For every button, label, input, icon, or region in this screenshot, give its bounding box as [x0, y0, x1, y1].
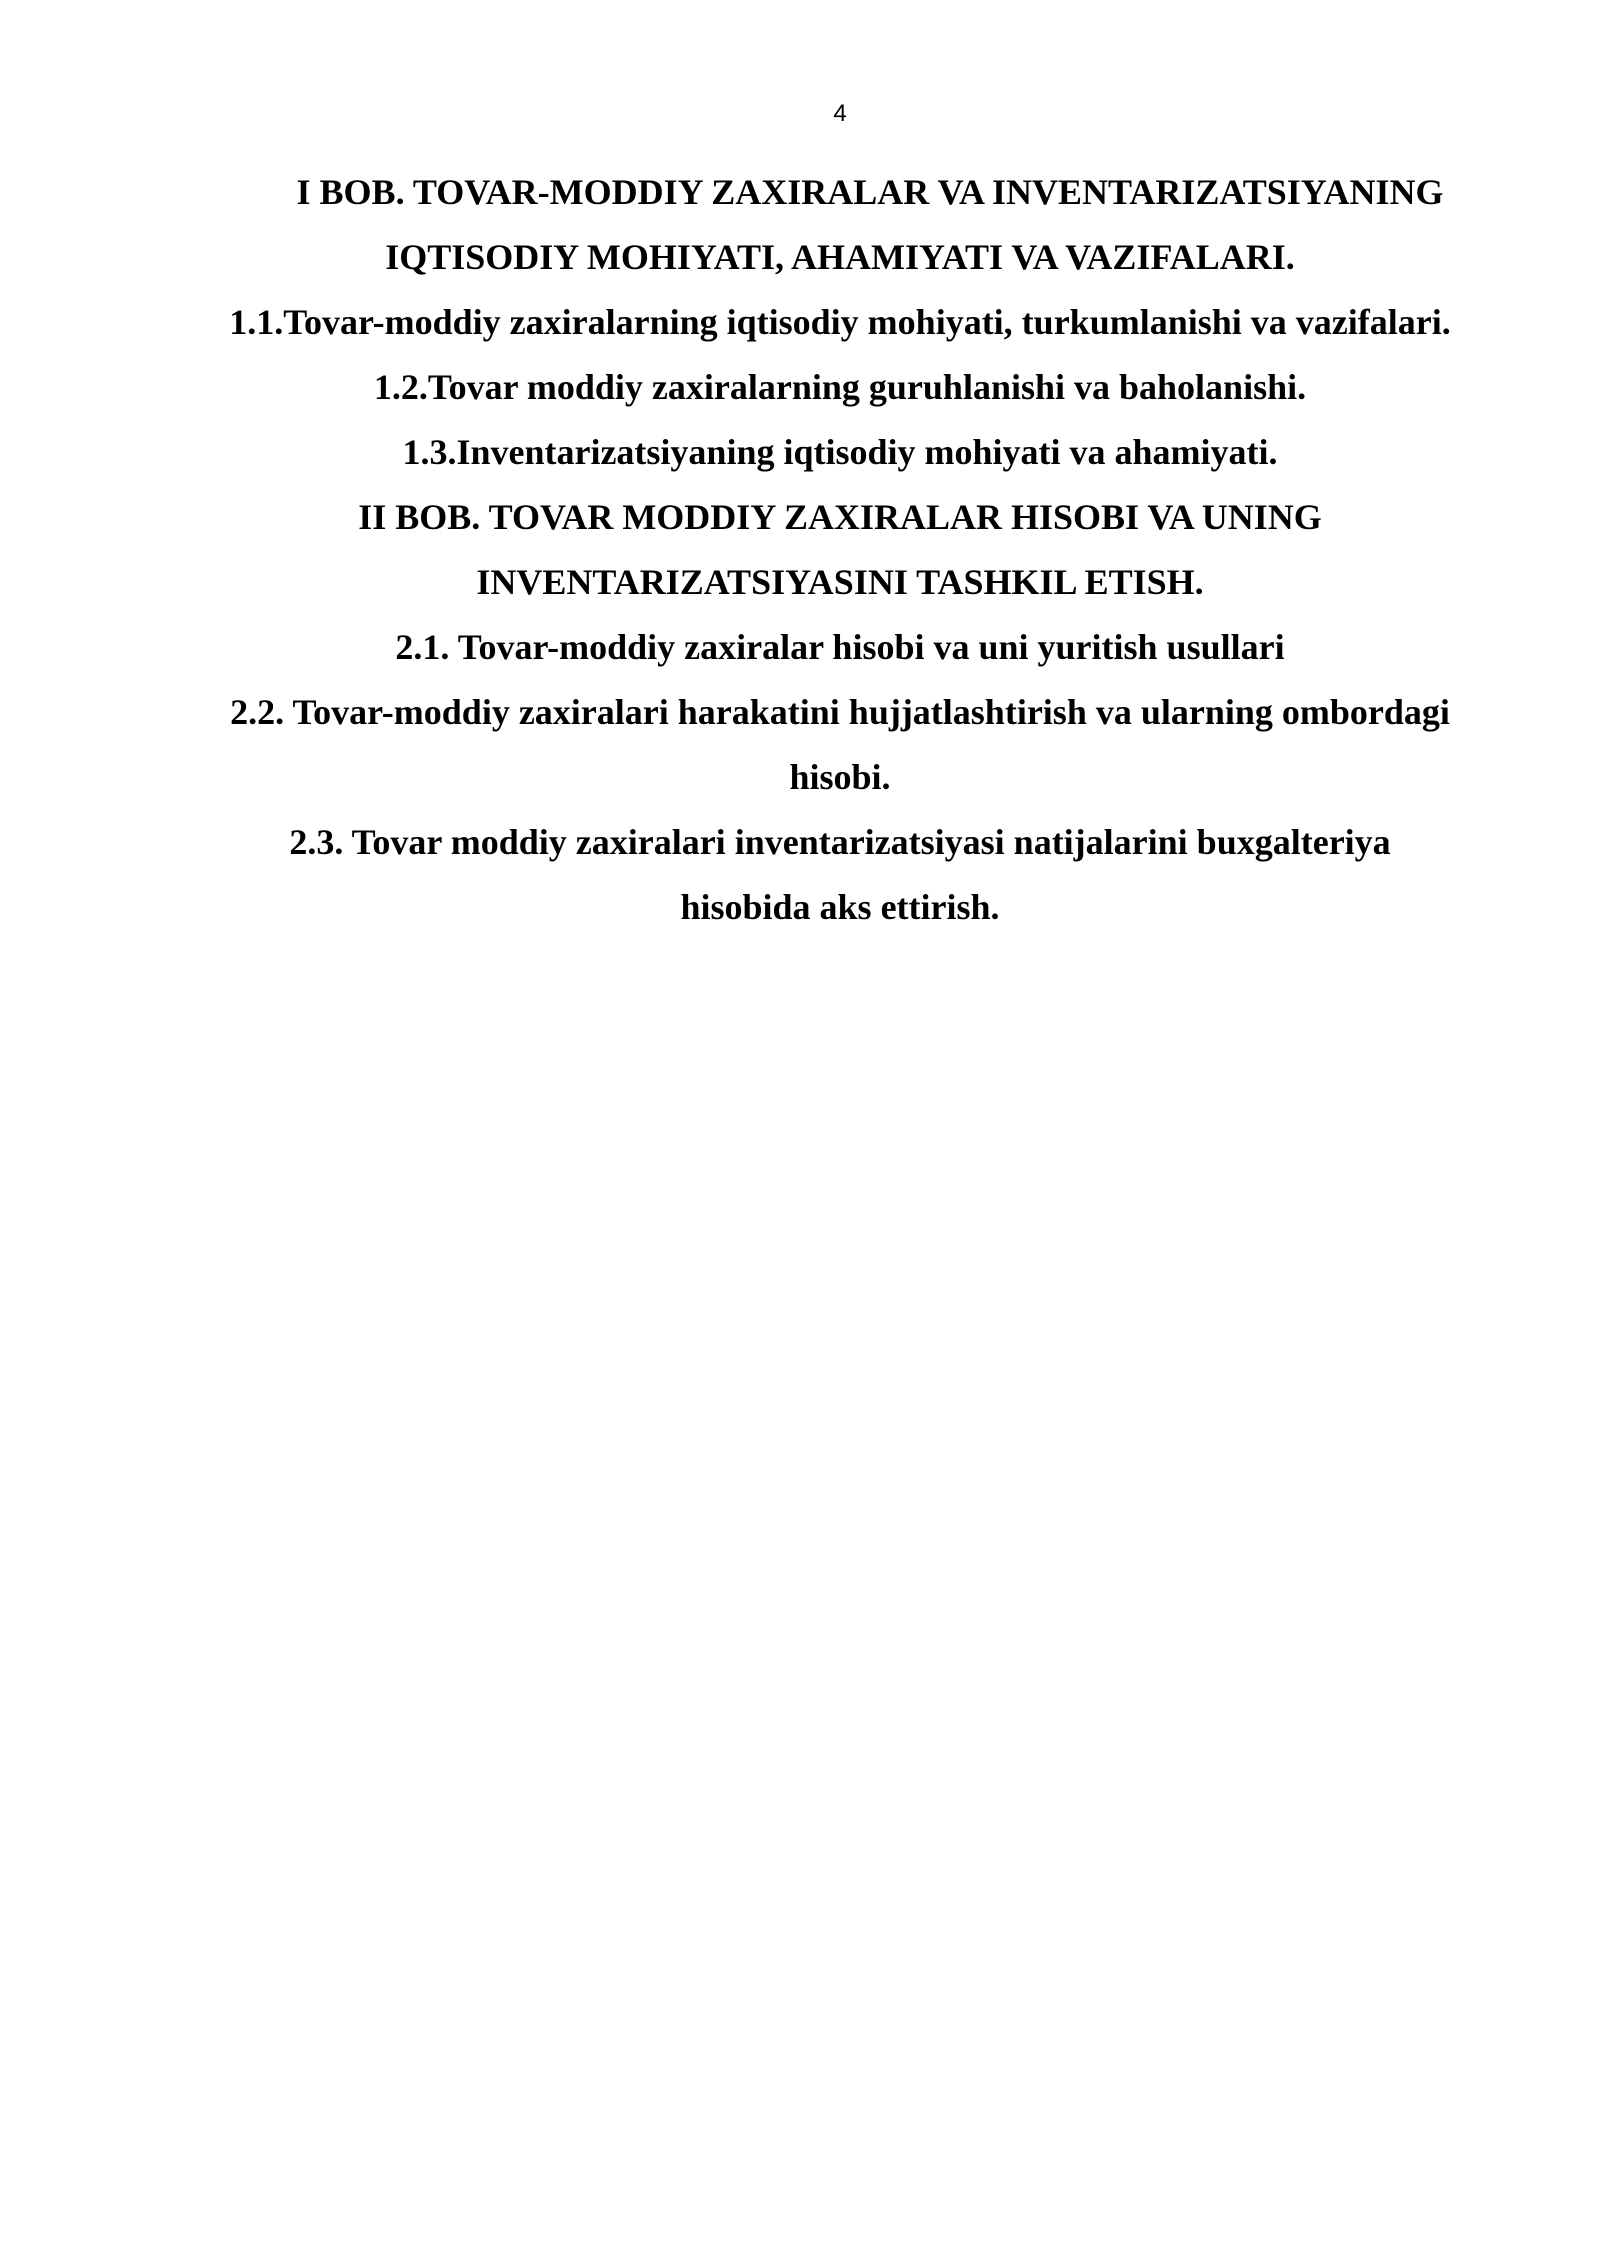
chapter-1-heading: I BOB. TOVAR-MODDIY ZAXIRALAR VA INVENTARIZATSIYANING IQTISODIY MOHIYATI, AHAMIYATI VA VAZIFALARI.	[296, 172, 1444, 277]
section-2-2: 2.2. Tovar-moddiy zaxiralari harakatini hujjatlashtirish va ularning ombordagi hisobi.	[230, 692, 1450, 797]
section-2-1: 2.1. Tovar-moddiy zaxiralar hisobi va uni yuritish usullari	[395, 627, 1285, 667]
chapter-2-heading: II BOB. TOVAR MODDIY ZAXIRALAR HISOBI VA UNING INVENTARIZATSIYASINI TASHKIL ETISH.	[358, 497, 1322, 602]
table-of-contents	[220, 160, 1460, 940]
page-number: 4	[833, 100, 847, 127]
section-1-2: 1.2.Tovar moddiy zaxiralarning guruhlanishi va baholanishi.	[373, 367, 1307, 407]
section-1-3: 1.3.Inventarizatsiyaning iqtisodiy mohiyati va ahamiyati.	[402, 432, 1278, 472]
section-2-3: 2.3. Tovar moddiy zaxiralari inventarizatsiyasi natijalarini buxgalteriya hisobida aks ettirish.	[289, 822, 1391, 927]
section-1-1: 1.1.Tovar-moddiy zaxiralarning iqtisodiy mohiyati, turkumlanishi va vazifalari.	[229, 302, 1451, 342]
